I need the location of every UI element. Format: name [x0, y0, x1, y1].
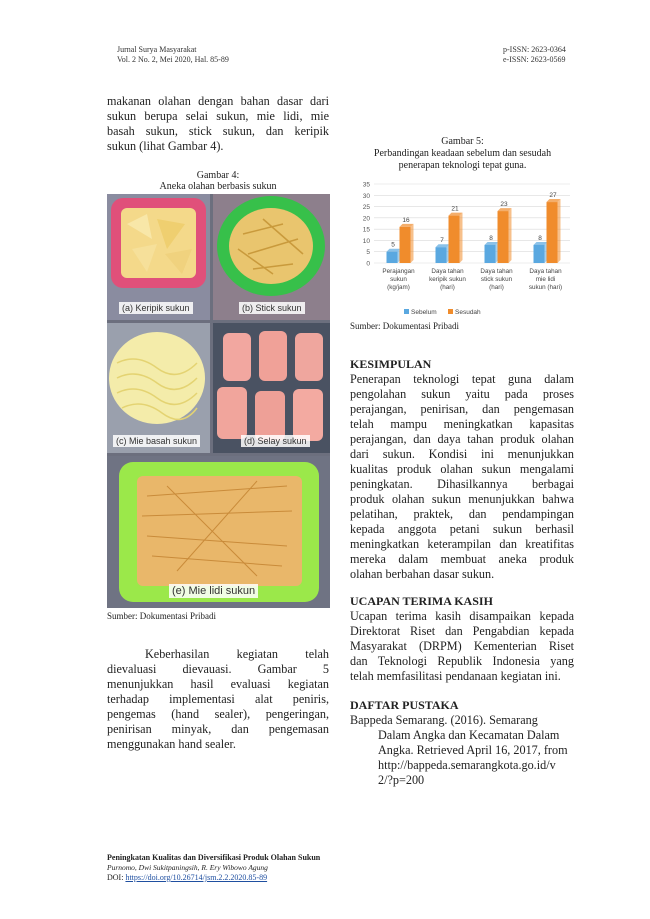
data-label: 8 [538, 234, 542, 242]
text-line: mereka dalam membuat aneka produk [350, 552, 574, 566]
evaluation-paragraph [107, 647, 329, 752]
text-line: telah memfasilitasi pendanaan kegiatan ini. [350, 669, 561, 683]
data-label: 8 [489, 234, 493, 242]
text-line: peningkatan. Dihasilkannya berbagai [350, 477, 574, 491]
ucapan-heading: UCAPAN TERIMA KASIH [350, 594, 493, 608]
text-line: pengemas (hand sealer), pengeringan, [107, 707, 329, 721]
text-line: perajangan, dan daya tahan produk olahan [350, 432, 574, 446]
y-tick-label: 5 [366, 249, 370, 257]
category-label: Daya tahan [431, 268, 464, 275]
text-line: dan Teknologi Republik Indonesia yang [350, 654, 574, 668]
category-label: (kg/jam) [387, 284, 410, 291]
bar-sebelum [485, 245, 496, 263]
data-label: 21 [451, 205, 459, 213]
photo-label: (e) Mie lidi sukun [169, 584, 258, 598]
category-label: (hari) [440, 284, 455, 291]
p-issn: p-ISSN: 2623-0364 [503, 45, 566, 54]
text-line: menunjukkan hasil evaluasi kegiatan [107, 677, 329, 691]
text-line: pelatihan, praktek, dan pendampingan [350, 507, 574, 521]
text-line: perajangan, penirisan, dan pengemasan [350, 402, 574, 416]
bar-sesudah [400, 227, 411, 263]
journal-name: Jurnal Surya Masyarakat [117, 45, 197, 54]
y-tick-label: 10 [362, 237, 370, 245]
data-label: 5 [391, 241, 395, 249]
fig4-caption-number: Gambar 4: [196, 170, 240, 181]
photo-label: (a) Keripik sukun [119, 302, 193, 314]
photo-mie-basah-sukun [107, 323, 210, 453]
category-label: Perajangan [382, 268, 415, 275]
category-label: sukun (hari) [528, 284, 563, 291]
doi-label: DOI: [107, 873, 126, 882]
photo-mie-lidi-sukun [107, 456, 330, 608]
text-line: Angka. Retrieved April 16, 2017, from [378, 743, 568, 757]
bar-side-face [509, 208, 512, 263]
doi-link[interactable]: https://doi.org/10.26714/jsm.2.2.2020.85-89 [125, 873, 268, 882]
journal-volume: Vol. 2 No. 2, Mei 2020, Hal. 85-89 [117, 55, 229, 64]
text-line: Bappeda Semarang. (2016). Semarang [350, 713, 538, 727]
fig5-caption-number: Gambar 5: [441, 136, 484, 147]
text-line: menggunakan hand sealer. [107, 737, 236, 751]
text-line[interactable]: http://bappeda.semarangkota.go.id/v [378, 758, 556, 772]
y-tick-label: 35 [362, 181, 370, 189]
text-line: Keberhasilan kegiatan telah [145, 647, 329, 661]
text-line: sukun (lihat Gambar 4). [107, 139, 224, 153]
photo-label: (c) Mie basah sukun [113, 435, 200, 447]
text-line: Ucapan terima kasih disampaikan kepada [350, 609, 574, 623]
bar-side-face [411, 224, 414, 263]
fig5-caption-subtitle: penerapan teknologi tepat guna. [398, 160, 527, 171]
text-line: sukun berupa selai sukun, mie lidi, mie [107, 109, 329, 123]
text-line: Dalam Angka dan Kecamatan Dalam [378, 728, 560, 742]
text-line: dari sukun. Kondisi ini menunjukkan [350, 447, 574, 461]
pustaka-heading: DAFTAR PUSTAKA [350, 698, 459, 712]
e-issn: e-ISSN: 2623-0569 [503, 55, 566, 64]
fig4-source: Sumber: Dokumentasi Pribadi [107, 611, 216, 621]
bar-sebelum [387, 252, 398, 263]
category-label: stick sukun [480, 276, 513, 283]
text-line: produk olahan sukun menunjukkan bahwa [350, 492, 574, 506]
kesimpulan-paragraph [350, 372, 574, 582]
comparison-bar-chart [352, 176, 576, 320]
selay-jars-graphic [213, 323, 330, 453]
category-label: (hari) [489, 284, 504, 291]
y-tick-label: 15 [362, 226, 370, 234]
text-line: meningkatkan keterampilan dan kreatifitas [350, 537, 574, 551]
intro-paragraph [107, 94, 329, 154]
kesimpulan-heading: KESIMPULAN [350, 357, 432, 371]
data-label: 23 [500, 201, 508, 209]
footer-authors: Purnomo, Dwi Sukitpaningsih, R. Ery Wibowo Agung [107, 863, 268, 872]
footer-article-title: Peningkatan Kualitas dan Diversifikasi Produk Olahan Sukun [107, 853, 321, 862]
footer-doi [107, 873, 267, 882]
fig5-caption-title: Perbandingan keadaan sebelum dan sesudah [373, 148, 552, 159]
data-label: 27 [549, 192, 557, 200]
fig4-collage [107, 194, 330, 608]
y-tick-label: 0 [366, 260, 370, 268]
text-line: terhadap implementasi alat peniris, [107, 692, 329, 706]
y-tick-label: 20 [362, 215, 370, 223]
y-tick-label: 30 [362, 192, 370, 200]
text-line: kepada anggota petani sukun berhasil [350, 522, 574, 536]
text-line: basah sukun, stick sukun, dan keripik [107, 124, 329, 138]
legend-label: Sesudah [455, 309, 481, 316]
legend-label: Sebelum [411, 309, 437, 316]
photo-stick-sukun [213, 194, 330, 320]
photo-label: (b) Stick sukun [239, 302, 305, 314]
fig5-source: Sumber: Dokumentasi Pribadi [350, 321, 459, 331]
photo-keripik-sukun [107, 194, 210, 320]
fig4-caption-title: Aneka olahan berbasis sukun [159, 181, 277, 192]
category-label: sukun [390, 276, 407, 283]
bar-side-face [460, 213, 463, 263]
data-label: 16 [402, 216, 410, 224]
data-label: 7 [440, 237, 444, 245]
legend-swatch [404, 309, 409, 314]
bar-sesudah [498, 211, 509, 263]
photo-label: (d) Selay sukun [241, 435, 310, 447]
ucapan-paragraph [350, 609, 574, 684]
text-line: penirisan minyak, dan pengemasan [107, 722, 329, 736]
text-line[interactable]: 2/?p=200 [378, 773, 425, 787]
pustaka-entry [350, 713, 574, 788]
text-line: makanan olahan dengan bahan dasar dari [107, 94, 329, 108]
text-line: Masyarakat (DRPM) Kementerian Riset [350, 639, 574, 653]
bar-sebelum [534, 245, 545, 263]
text-line: dievaluasi dievauasi. Gambar 5 [107, 662, 329, 676]
bar-sesudah [547, 202, 558, 263]
text-line: olahan berbahan dasar sukun. [350, 567, 495, 581]
mie-basah-graphic [107, 323, 210, 453]
text-line: kualitas produk olahan sukun mengalami [350, 462, 574, 476]
category-label: Daya tahan [529, 268, 562, 275]
y-tick-label: 25 [362, 204, 370, 212]
category-label: mie lidi [535, 276, 556, 283]
category-label: Daya tahan [480, 268, 513, 275]
bar-sesudah [449, 216, 460, 263]
category-label: keripik sukun [429, 276, 466, 283]
legend-swatch [448, 309, 453, 314]
text-line: Direktorat Riset dan Pengabdian kepada [350, 624, 574, 638]
text-line: Penerapan teknologi tepat guna dalam [350, 372, 574, 386]
bar-sebelum [436, 247, 447, 263]
bar-side-face [558, 199, 561, 263]
photo-selay-sukun [213, 323, 330, 453]
text-line: pengolahan sukun yaitu pada proses [350, 387, 574, 401]
text-line: telah mampu meningkatkan kapasitas [350, 417, 574, 431]
